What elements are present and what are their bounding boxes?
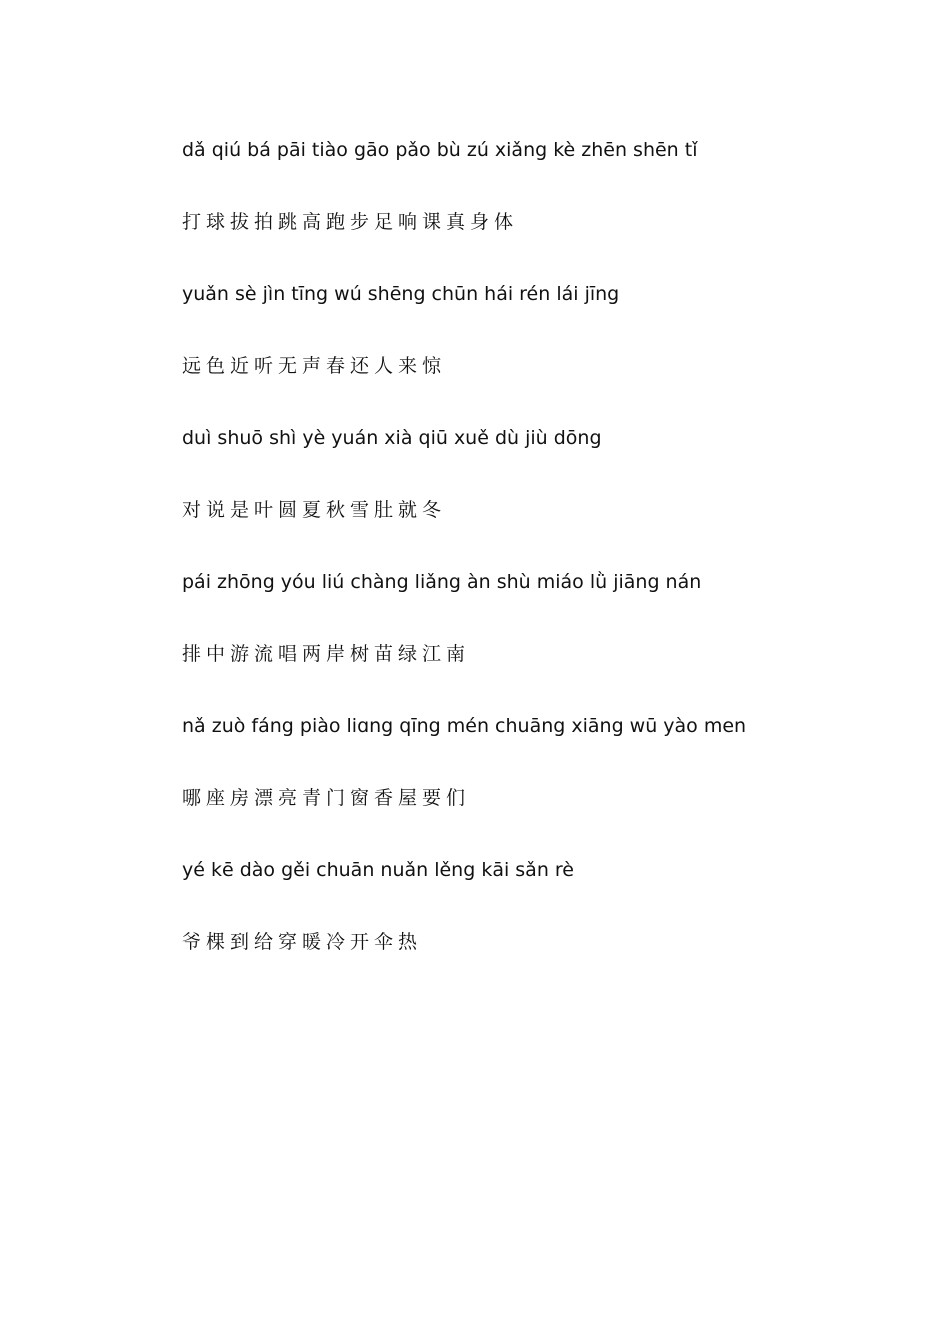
hanzi-line: 排中游流唱两岸树苗绿江南	[182, 643, 471, 665]
pinyin-line: pái zhōng yóu liú chàng liǎng àn shù miáo lǜ jiāng nán	[182, 571, 702, 593]
pinyin-line: yuǎn sè jìn tīng wú shēng chūn hái rén lái jīng	[182, 283, 620, 305]
pinyin-line: dǎ qiú bá pāi tiào gāo pǎo bù zú xiǎng kè zhēn shēn tǐ	[182, 139, 698, 161]
hanzi-line: 爷棵到给穿暖冷开伞热	[182, 931, 423, 953]
pinyin-line: yé kē dào gěi chuān nuǎn lěng kāi sǎn rè	[182, 859, 574, 881]
hanzi-line: 打球拔拍跳高跑步足响课真身体	[182, 211, 519, 233]
hanzi-line: 哪座房漂亮青门窗香屋要们	[182, 787, 471, 809]
hanzi-line: 对说是叶圆夏秋雪肚就冬	[182, 499, 447, 521]
pinyin-line: duì shuō shì yè yuán xià qiū xuě dù jiù dōng	[182, 427, 602, 449]
pinyin-line: nǎ zuò fáng piào liɑng qīng mén chuāng xiāng wū yào men	[182, 715, 747, 737]
hanzi-line: 远色近听无声春还人来惊	[182, 355, 447, 377]
word-list	[182, 132, 902, 996]
